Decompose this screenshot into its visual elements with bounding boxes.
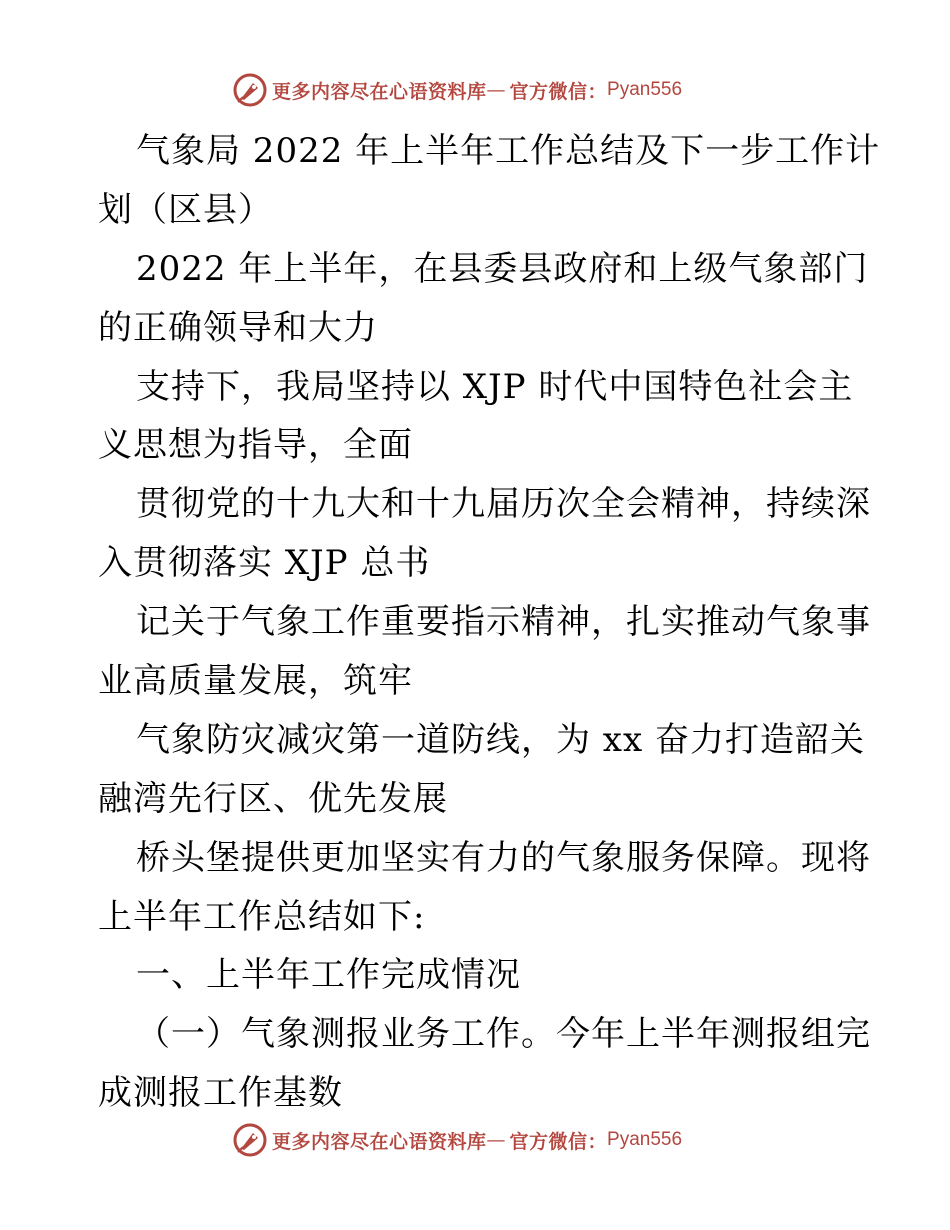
pen-nib-circle-icon [232, 1122, 268, 1158]
paragraph-line: 业高质量发展，筑牢 [98, 661, 413, 702]
paragraph-line: 义思想为指导，全面 [98, 425, 413, 466]
document-body [98, 122, 881, 1123]
paragraph-line: 记关于气象工作重要指示精神，扎实推动气象事 [136, 602, 871, 643]
watermark-wechat-id: Pyan556 [607, 1129, 683, 1150]
paragraph-line: 成测报工作基数 [98, 1073, 343, 1114]
section-heading: 一、上半年工作完成情况 [136, 955, 521, 996]
pen-nib-circle-icon [232, 72, 268, 108]
paragraph-line: 气象防灾减灾第一道防线，为 xx 奋力打造韶关 [136, 719, 865, 760]
paragraph-line: 入贯彻落实 XJP 总书 [98, 543, 431, 584]
watermark-site-text: 更多内容尽在心语资料库 [272, 80, 487, 103]
paragraph-line: 支持下，我局坚持以 XJP 时代中国特色社会主 [136, 366, 854, 407]
paragraph-line: 2022 年上半年，在县委县政府和上级气象部门 [136, 248, 869, 289]
paragraph-line: 桥头堡提供更加坚实有力的气象服务保障。现将 [136, 837, 871, 878]
watermark-separator: — [486, 1129, 506, 1151]
subsection-line: （一）气象测报业务工作。今年上半年测报组完 [136, 1014, 871, 1055]
watermark-site-text: 更多内容尽在心语资料库 [272, 1130, 487, 1153]
watermark-banner-top [232, 70, 732, 110]
watermark-wechat-id: Pyan556 [607, 79, 683, 100]
document-title-line-1: 气象局 2022 年上半年工作总结及下一步工作计 [136, 131, 881, 171]
watermark-banner-bottom [232, 1120, 732, 1160]
watermark-wechat-label: 官方微信： [509, 80, 608, 103]
paragraph-line: 贯彻党的十九大和十九届历次全会精神，持续深 [136, 484, 871, 525]
watermark-separator: — [486, 79, 506, 101]
paragraph-line: 融湾先行区、优先发展 [98, 778, 448, 819]
paragraph-line: 的正确领导和大力 [98, 307, 378, 348]
document-title-line-2: 划（区县） [98, 189, 273, 230]
watermark-wechat-label: 官方微信： [509, 1130, 608, 1153]
paragraph-line: 上半年工作总结如下: [98, 896, 426, 937]
